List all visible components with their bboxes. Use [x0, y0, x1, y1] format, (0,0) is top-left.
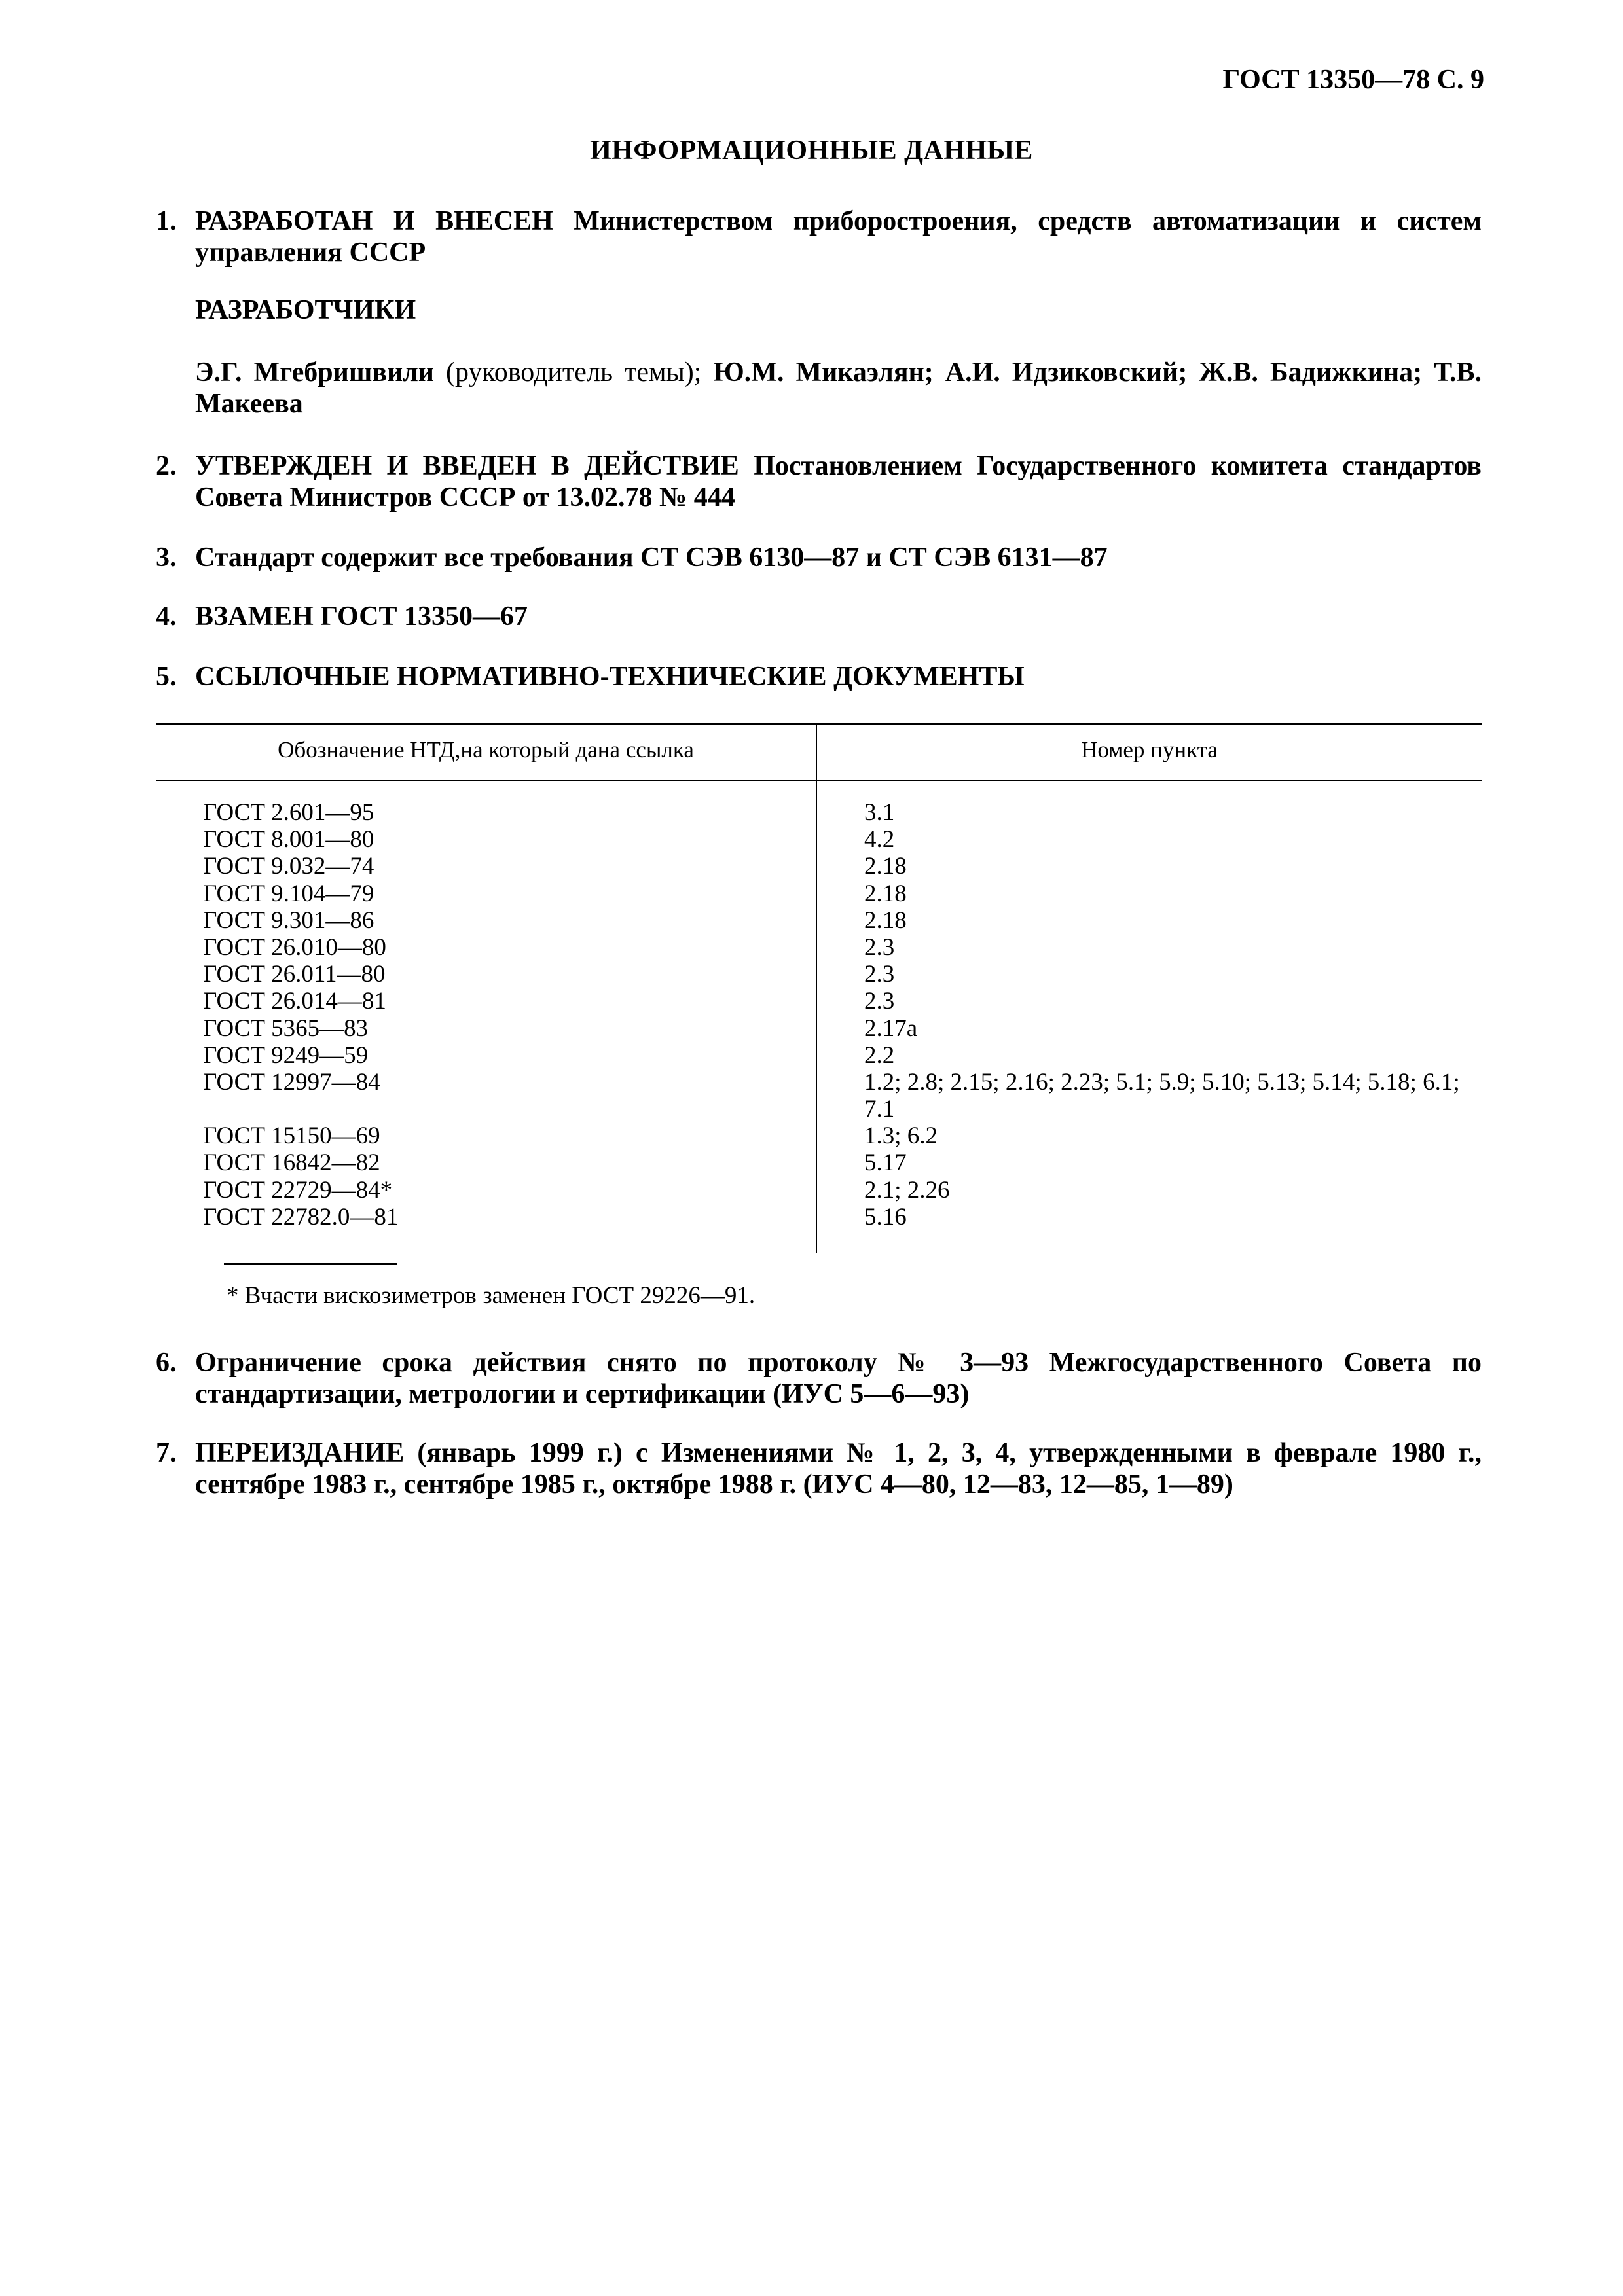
other-developers: Ю.М. Микаэлян; А.И. Идзиковский; Ж.В. Бадижкина; Т.В. Макеева: [195, 357, 1482, 419]
table-cell-doc: ГОСТ 12997—84: [203, 1068, 380, 1096]
table-cell-doc: ГОСТ 9.104—79: [203, 880, 374, 907]
table-column-clauses: [864, 799, 1480, 1230]
table-cell-clause: 2.3: [864, 933, 895, 961]
page-title: ИНФОРМАЦИОННЫЕ ДАННЫЕ: [590, 135, 1033, 166]
developers-heading: РАЗРАБОТЧИКИ: [195, 295, 416, 325]
section-number: 4.: [156, 601, 177, 632]
table-header-clause: Номер пункта: [1081, 737, 1218, 762]
section-number: 6.: [156, 1348, 177, 1378]
table-cell-clause: 3.1: [864, 799, 895, 826]
section-5: [156, 661, 1482, 692]
table-cell-doc: ГОСТ 26.010—80: [203, 933, 386, 961]
section-1: [156, 206, 1482, 268]
section-number: 2.: [156, 451, 177, 481]
section-number: 1.: [156, 206, 177, 236]
table-cell-clause: 2.18: [864, 853, 907, 880]
section-6-text: Ограничение срока действия снято по протоколу № 3—93 Межгосударственного Совета по стандартизации, метрологии и сертификации (ИУС 5—6—93): [195, 1348, 1482, 1409]
table-cell-doc: ГОСТ 9249—59: [203, 1041, 369, 1069]
section-4: [156, 601, 1482, 632]
section-6: [156, 1347, 1482, 1410]
table-top-rule: [156, 723, 1482, 725]
table-header-rule: [156, 780, 1482, 781]
table-cell-clause: 2.17а: [864, 1014, 918, 1042]
table-cell-doc: ГОСТ 22729—84*: [203, 1176, 393, 1204]
table-cell-clause: 2.3: [864, 961, 895, 988]
table-cell-clause: 2.2: [864, 1041, 895, 1069]
table-footnote: * Вчасти вискозиметров заменен ГОСТ 29226—91.: [227, 1282, 756, 1309]
table-cell-clause: 2.3: [864, 988, 895, 1015]
table-cell-clause: 1.2; 2.8; 2.15; 2.16; 2.23; 5.1; 5.9; 5.10; 5.13; 5.14; 5.18; 6.1; 7.1: [864, 1068, 1460, 1123]
section-4-text: ВЗАМЕН ГОСТ 13350—67: [195, 601, 528, 632]
lead-role: (руководитель темы);: [433, 357, 714, 387]
table-column-divider: [816, 723, 817, 1253]
table-cell-clause: 2.18: [864, 906, 907, 934]
table-header-document: Обозначение НТД,на который дана ссылка: [278, 737, 694, 762]
section-2: [156, 450, 1482, 513]
section-3: [156, 542, 1482, 573]
section-5-text: ССЫЛОЧНЫЕ НОРМАТИВНО-ТЕХНИЧЕСКИЕ ДОКУМЕНТЫ: [195, 662, 1025, 692]
table-cell-doc: ГОСТ 15150—69: [203, 1122, 380, 1150]
table-cell-clause: 1.3; 6.2: [864, 1122, 938, 1150]
section-7-text: ПЕРЕИЗДАНИЕ (январь 1999 г.) с Изменениями № 1, 2, 3, 4, утвержденными в феврале 1980 г., сентябре 1983 г., сентябре 1985 г., октябре 1988 г. (ИУС 4—80, 12—83, 12—85, 1—89): [195, 1438, 1482, 1499]
table-cell-clause: 2.18: [864, 880, 907, 907]
table-cell-doc: ГОСТ 26.011—80: [203, 961, 386, 988]
table-cell-clause: 5.16: [864, 1203, 907, 1230]
table-cell-clause: 5.17: [864, 1149, 907, 1177]
section-1-bold: РАЗРАБОТАН И ВНЕСЕН: [195, 206, 553, 236]
section-7: [156, 1437, 1482, 1500]
table-cell-doc: ГОСТ 22782.0—81: [203, 1203, 399, 1230]
page-header: ГОСТ 13350—78 С. 9: [1222, 65, 1484, 95]
table-cell-doc: ГОСТ 26.014—81: [203, 988, 386, 1015]
section-2-text: Постановлением Государственного комитета стандартов Совета Министров СССР от 13.02.78 № 444: [195, 451, 1482, 512]
section-2-bold: УТВЕРЖДЕН И ВВЕДЕН В ДЕЙСТВИЕ: [195, 451, 739, 481]
table-cell-clause: 4.2: [864, 826, 895, 853]
section-number: 3.: [156, 543, 177, 573]
section-number: 7.: [156, 1438, 177, 1468]
table-cell-doc: ГОСТ 16842—82: [203, 1149, 380, 1177]
table-cell-doc: ГОСТ 9.301—86: [203, 906, 374, 934]
developers-list: [195, 357, 1482, 420]
table-cell-doc: ГОСТ 2.601—95: [203, 799, 374, 826]
lead-developer: Э.Г. Мгебришвили: [195, 357, 434, 387]
table-cell-doc: ГОСТ 9.032—74: [203, 853, 374, 880]
table-cell-doc: ГОСТ 8.001—80: [203, 826, 374, 853]
footnote-rule: [224, 1263, 397, 1265]
table-column-documents: [203, 799, 792, 1230]
reference-table: [156, 723, 1482, 1259]
table-cell-doc: ГОСТ 5365—83: [203, 1014, 369, 1042]
section-number: 5.: [156, 662, 177, 692]
section-1-text: Министерством приборостроения, средств автоматизации и систем управления СССР: [195, 206, 1482, 268]
section-3-text: Стандарт содержит все требования СТ СЭВ 6130—87 и СТ СЭВ 6131—87: [195, 543, 1108, 573]
table-cell-clause: 2.1; 2.26: [864, 1176, 950, 1204]
